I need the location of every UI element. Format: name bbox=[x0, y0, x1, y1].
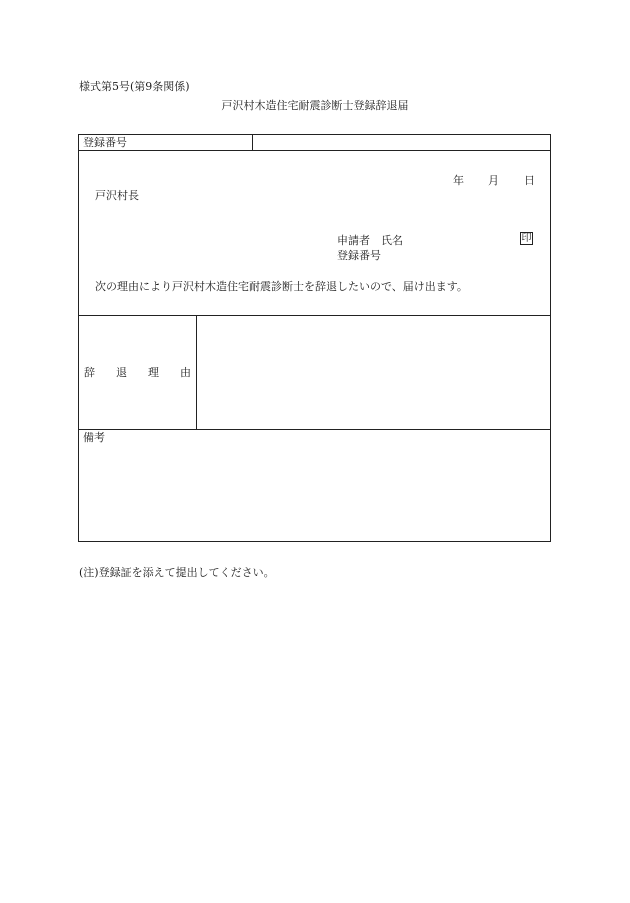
applicant-name-label: 申請者 氏名 bbox=[337, 234, 403, 247]
registration-number-field[interactable] bbox=[258, 136, 546, 149]
seal-mark: 印 bbox=[521, 233, 532, 244]
addressee: 戸沢村長 bbox=[95, 189, 139, 202]
form-number: 様式第5号(第9条関係) bbox=[79, 80, 190, 93]
reason-label-char: 理 bbox=[148, 366, 159, 379]
registration-number-label: 登録番号 bbox=[83, 136, 127, 149]
reason-label-char: 辞 bbox=[84, 366, 95, 379]
reason-label-char: 退 bbox=[116, 366, 127, 379]
remarks-label: 備考 bbox=[83, 431, 105, 444]
column-divider bbox=[196, 315, 197, 429]
row-divider bbox=[78, 429, 551, 430]
date-day-label: 日 bbox=[524, 174, 535, 187]
remarks-field[interactable] bbox=[83, 447, 545, 537]
column-divider bbox=[252, 134, 253, 150]
reason-field[interactable] bbox=[202, 320, 546, 424]
document-title: 戸沢村木造住宅耐震診断士登録辞退届 bbox=[221, 99, 409, 112]
footer-note: (注)登録証を添えて提出してください。 bbox=[79, 566, 275, 579]
statement-text: 次の理由により戸沢村木造住宅耐震診断士を辞退したいので、届け出ます。 bbox=[95, 280, 468, 293]
applicant-registration-label: 登録番号 bbox=[337, 249, 381, 262]
date-month-label: 月 bbox=[488, 174, 499, 187]
reason-label-char: 由 bbox=[180, 366, 191, 379]
row-divider bbox=[78, 150, 551, 151]
date-year-label: 年 bbox=[453, 174, 464, 187]
row-divider bbox=[78, 315, 551, 316]
